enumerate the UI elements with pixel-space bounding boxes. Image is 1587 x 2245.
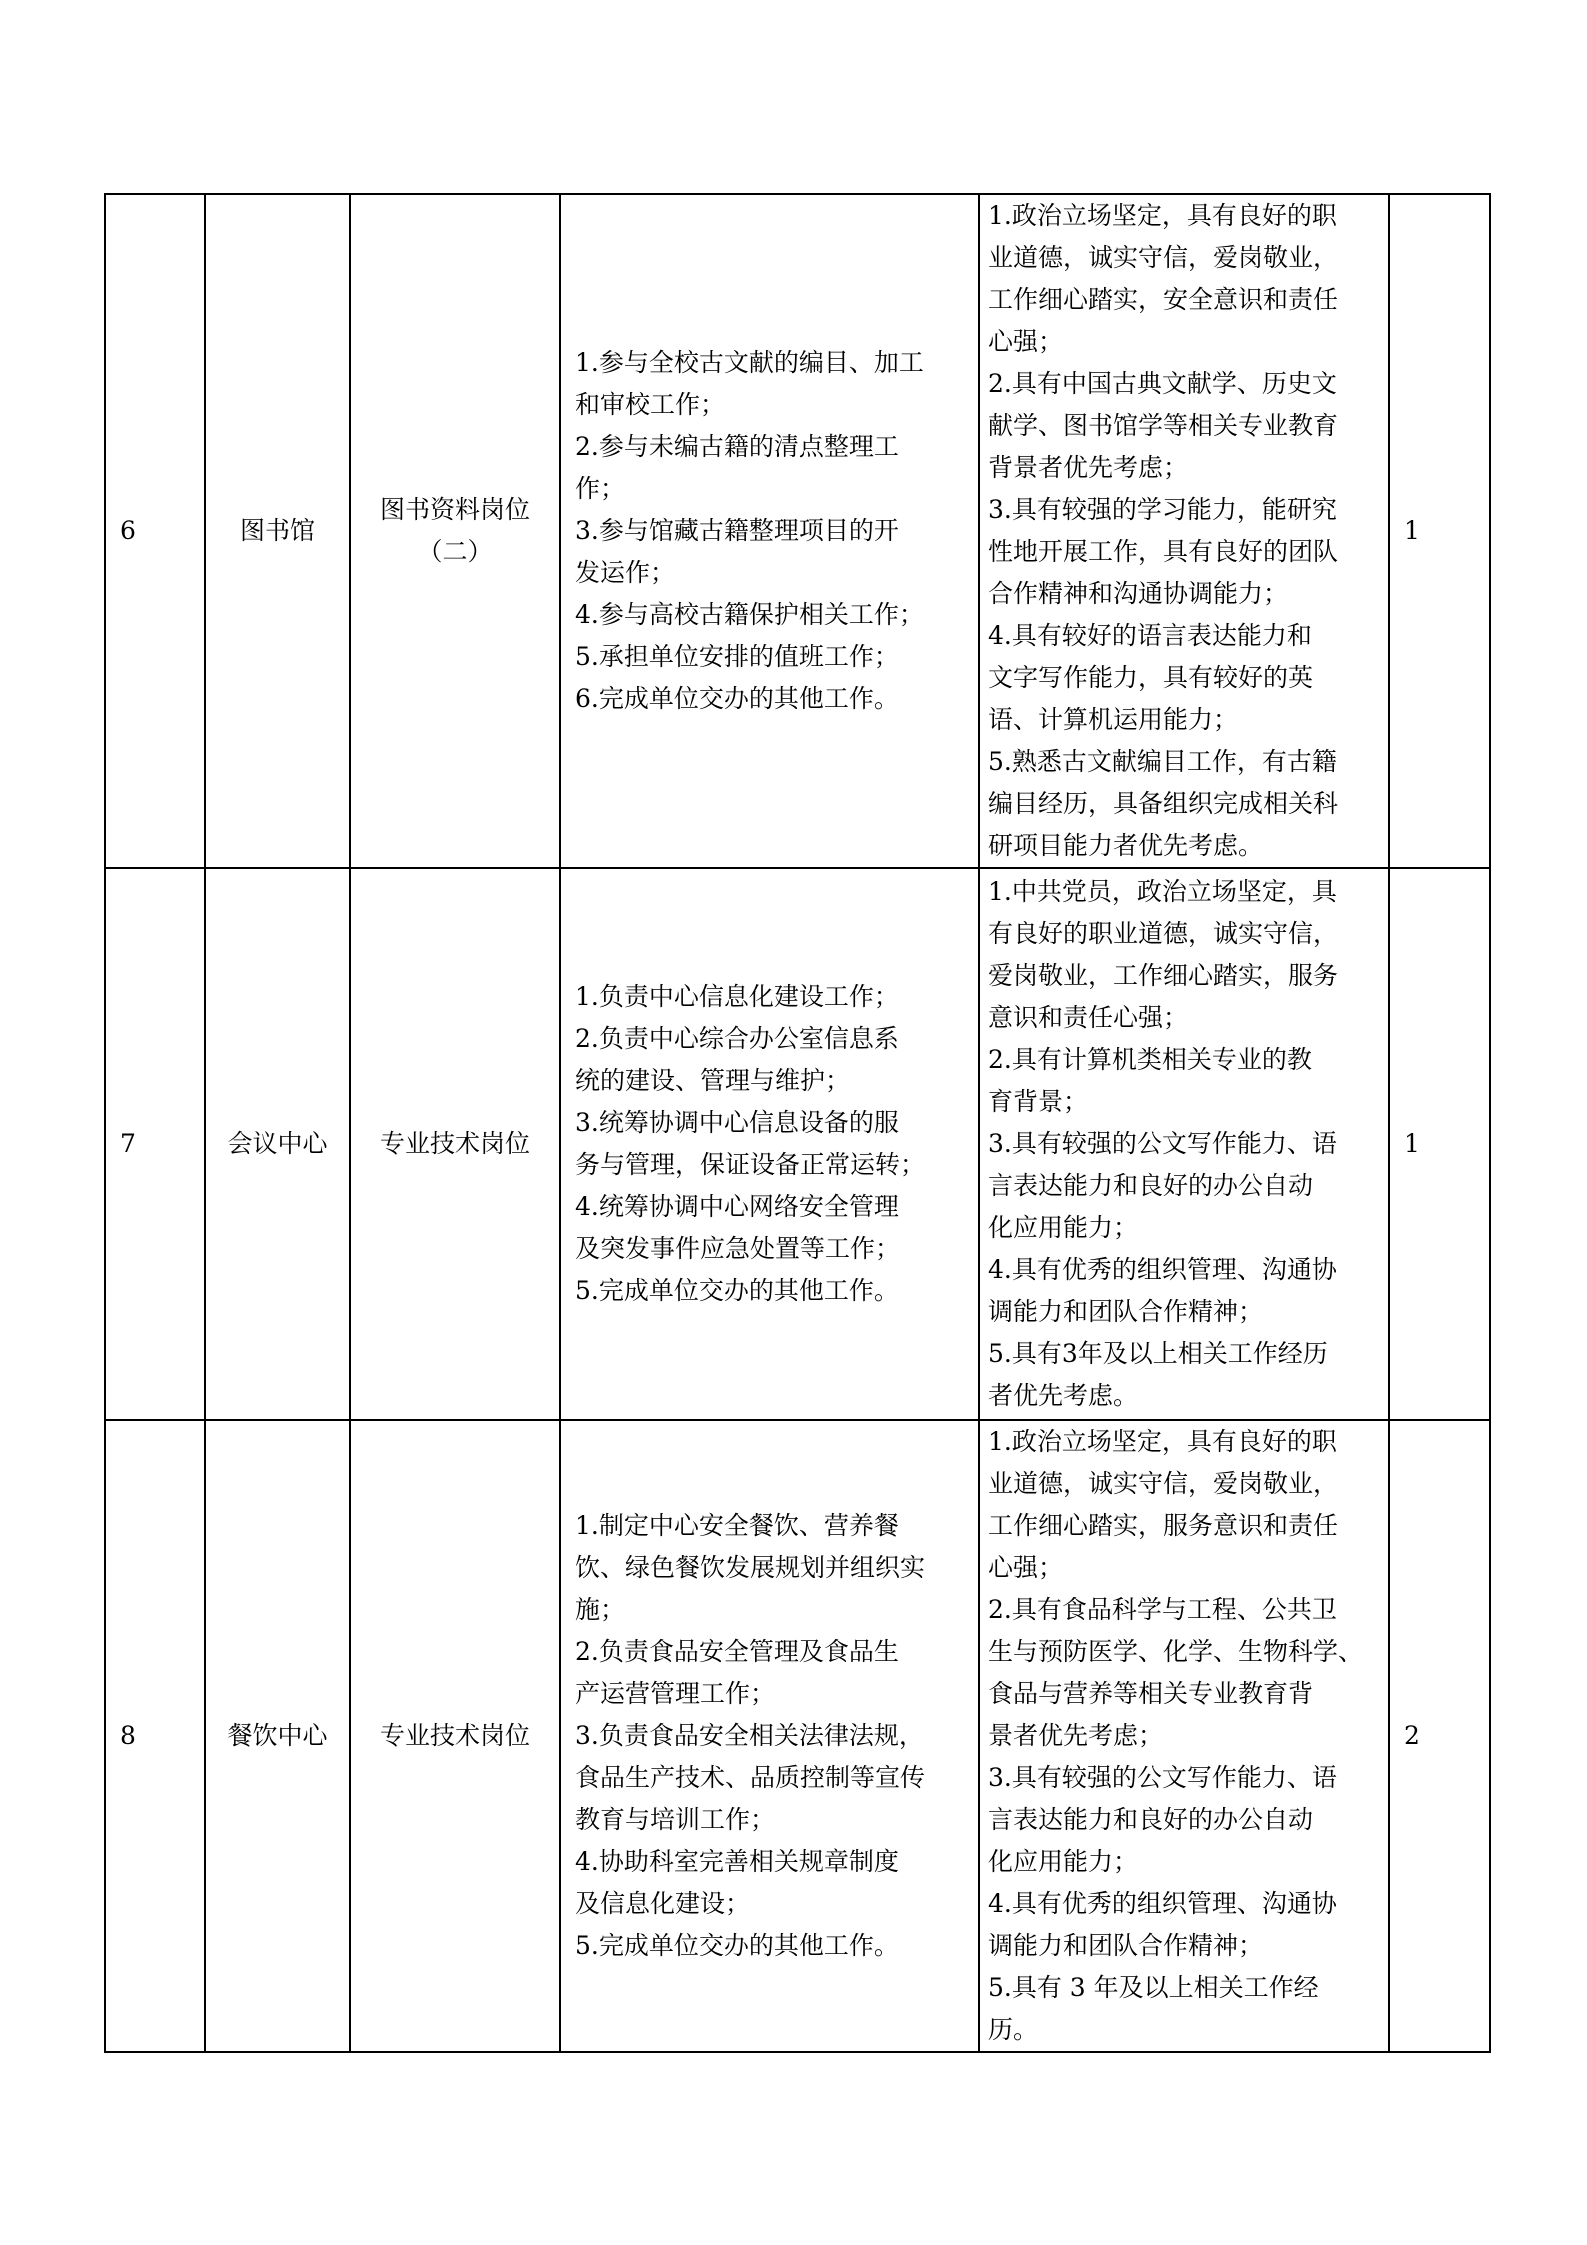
duty-line: 产运营管理工作； — [575, 1679, 776, 1708]
requirement-line: 性地开展工作，具有良好的团队 — [988, 537, 1339, 566]
duty-line: 饮、绿色餐饮发展规划并组织实 — [575, 1553, 926, 1582]
duty-line: 5.完成单位交办的其他工作。 — [575, 1276, 899, 1305]
duty-line: 1.负责中心信息化建设工作； — [575, 982, 899, 1011]
duty-line: 教育与培训工作； — [575, 1805, 776, 1834]
post-name-line: 专业技术岗位 — [379, 1721, 530, 1750]
requirement-line: 合作精神和沟通协调能力； — [988, 579, 1289, 608]
requirements-cell — [979, 868, 1389, 1420]
post-name-line: （二） — [417, 537, 493, 566]
requirement-line: 言表达能力和良好的办公自动 — [988, 1805, 1314, 1834]
duty-line: 及突发事件应急处置等工作； — [575, 1234, 901, 1263]
requirement-line: 5.具有3年及以上相关工作经历 — [988, 1339, 1328, 1368]
requirement-line: 语、计算机运用能力； — [988, 705, 1239, 734]
row-number-cell — [105, 194, 205, 868]
duty-line: 2.负责中心综合办公室信息系 — [575, 1024, 899, 1053]
requirement-line: 调能力和团队合作精神； — [988, 1931, 1264, 1960]
duties-cell — [560, 868, 979, 1420]
duty-line: 作； — [575, 474, 626, 503]
post-name-line: 图书资料岗位 — [379, 495, 530, 524]
row-number: 8 — [120, 1721, 136, 1750]
requirement-line: 工作细心踏实，安全意识和责任 — [988, 285, 1339, 314]
requirement-line: 3.具有较强的公文写作能力、语 — [988, 1763, 1337, 1792]
requirement-line: 者优先考虑。 — [988, 1381, 1139, 1410]
requirement-line: 心强； — [988, 327, 1064, 356]
requirement-line: 业道德，诚实守信，爱岗敬业， — [988, 1469, 1339, 1498]
requirement-line: 编目经历，具备组织完成相关科 — [988, 789, 1339, 818]
duty-line: 和审校工作； — [575, 390, 726, 419]
requirement-line: 4.具有优秀的组织管理、沟通协 — [988, 1255, 1337, 1284]
requirement-line: 历。 — [988, 2015, 1039, 2044]
requirement-line: 食品与营养等相关专业教育背 — [988, 1679, 1314, 1708]
requirement-line: 献学、图书馆学等相关专业教育 — [988, 411, 1339, 440]
duty-line: 2.参与未编古籍的清点整理工 — [575, 432, 899, 461]
duty-line: 5.完成单位交办的其他工作。 — [575, 1931, 899, 1960]
headcount: 2 — [1404, 1721, 1420, 1750]
row-number: 7 — [120, 1129, 136, 1158]
duty-line: 务与管理，保证设备正常运转； — [575, 1150, 926, 1179]
duty-line: 5.承担单位安排的值班工作； — [575, 642, 899, 671]
requirement-line: 1.政治立场坚定，具有良好的职 — [988, 201, 1337, 230]
table-row — [105, 194, 1490, 868]
requirement-line: 3.具有较强的公文写作能力、语 — [988, 1129, 1337, 1158]
duties-cell — [560, 1420, 979, 2052]
duty-line: 4.统筹协调中心网络安全管理 — [575, 1192, 899, 1221]
headcount-cell — [1389, 194, 1490, 868]
duty-line: 3.统筹协调中心信息设备的服 — [575, 1108, 899, 1137]
duty-line: 统的建设、管理与维护； — [575, 1066, 851, 1095]
unit-name: 会议中心 — [227, 1129, 328, 1158]
requirement-line: 景者优先考虑； — [988, 1721, 1164, 1750]
headcount: 1 — [1404, 1129, 1420, 1158]
job-table — [104, 193, 1491, 2053]
requirement-line: 2.具有计算机类相关专业的教 — [988, 1045, 1312, 1074]
unit-cell — [205, 1420, 350, 2052]
duties-cell — [560, 194, 979, 868]
requirement-line: 2.具有中国古典文献学、历史文 — [988, 369, 1337, 398]
unit-name: 图书馆 — [239, 516, 315, 545]
row-number-cell — [105, 868, 205, 1420]
requirement-line: 研项目能力者优先考虑。 — [988, 831, 1264, 860]
requirement-line: 言表达能力和良好的办公自动 — [988, 1171, 1314, 1200]
unit-name: 餐饮中心 — [227, 1721, 328, 1750]
table-row — [105, 1420, 1490, 2052]
duty-line: 2.负责食品安全管理及食品生 — [575, 1637, 899, 1666]
requirement-line: 化应用能力； — [988, 1847, 1139, 1876]
requirement-line: 心强； — [988, 1553, 1064, 1582]
duty-line: 施； — [575, 1595, 626, 1624]
requirements-cell — [979, 1420, 1389, 2052]
requirement-line: 3.具有较强的学习能力，能研究 — [988, 495, 1337, 524]
requirement-line: 爱岗敬业，工作细心踏实，服务 — [988, 961, 1339, 990]
headcount: 1 — [1404, 516, 1420, 545]
requirement-line: 1.政治立场坚定，具有良好的职 — [988, 1427, 1337, 1456]
requirements-cell — [979, 194, 1389, 868]
headcount-cell — [1389, 868, 1490, 1420]
requirement-line: 意识和责任心强； — [988, 1003, 1189, 1032]
unit-cell — [205, 868, 350, 1420]
requirement-line: 2.具有食品科学与工程、公共卫 — [988, 1595, 1337, 1624]
job-table-body — [105, 194, 1490, 2052]
requirement-line: 育背景； — [988, 1087, 1089, 1116]
requirement-line: 有良好的职业道德，诚实守信， — [988, 919, 1339, 948]
requirement-line: 5.具有 3 年及以上相关工作经 — [988, 1973, 1319, 2002]
requirement-line: 背景者优先考虑； — [988, 453, 1189, 482]
requirement-line: 文字写作能力，具有较好的英 — [988, 663, 1314, 692]
duty-line: 1.制定中心安全餐饮、营养餐 — [575, 1511, 899, 1540]
unit-cell — [205, 194, 350, 868]
post-cell — [350, 1420, 560, 2052]
requirement-line: 业道德，诚实守信，爱岗敬业， — [988, 243, 1339, 272]
requirement-line: 5.熟悉古文献编目工作，有古籍 — [988, 747, 1337, 776]
headcount-cell — [1389, 1420, 1490, 2052]
duty-line: 4.协助科室完善相关规章制度 — [575, 1847, 899, 1876]
requirement-line: 调能力和团队合作精神； — [988, 1297, 1264, 1326]
duty-line: 发运作； — [575, 558, 676, 587]
post-cell — [350, 868, 560, 1420]
post-cell — [350, 194, 560, 868]
requirement-line: 4.具有优秀的组织管理、沟通协 — [988, 1889, 1337, 1918]
duty-line: 6.完成单位交办的其他工作。 — [575, 684, 899, 713]
duty-line: 3.参与馆藏古籍整理项目的开 — [575, 516, 899, 545]
post-name-line: 专业技术岗位 — [379, 1129, 530, 1158]
requirement-line: 1.中共党员，政治立场坚定，具 — [988, 877, 1337, 906]
requirement-line: 工作细心踏实，服务意识和责任 — [988, 1511, 1339, 1540]
requirement-line: 生与预防医学、化学、生物科学、 — [988, 1637, 1364, 1666]
row-number-cell — [105, 1420, 205, 2052]
duty-line: 1.参与全校古文献的编目、加工 — [575, 348, 924, 377]
table-row — [105, 868, 1490, 1420]
duty-line: 3.负责食品安全相关法律法规， — [575, 1721, 924, 1750]
duty-line: 4.参与高校古籍保护相关工作； — [575, 600, 924, 629]
requirement-line: 4.具有较好的语言表达能力和 — [988, 621, 1312, 650]
duty-line: 食品生产技术、品质控制等宣传 — [575, 1763, 926, 1792]
row-number: 6 — [120, 516, 136, 545]
requirement-line: 化应用能力； — [988, 1213, 1139, 1242]
duty-line: 及信息化建设； — [575, 1889, 751, 1918]
